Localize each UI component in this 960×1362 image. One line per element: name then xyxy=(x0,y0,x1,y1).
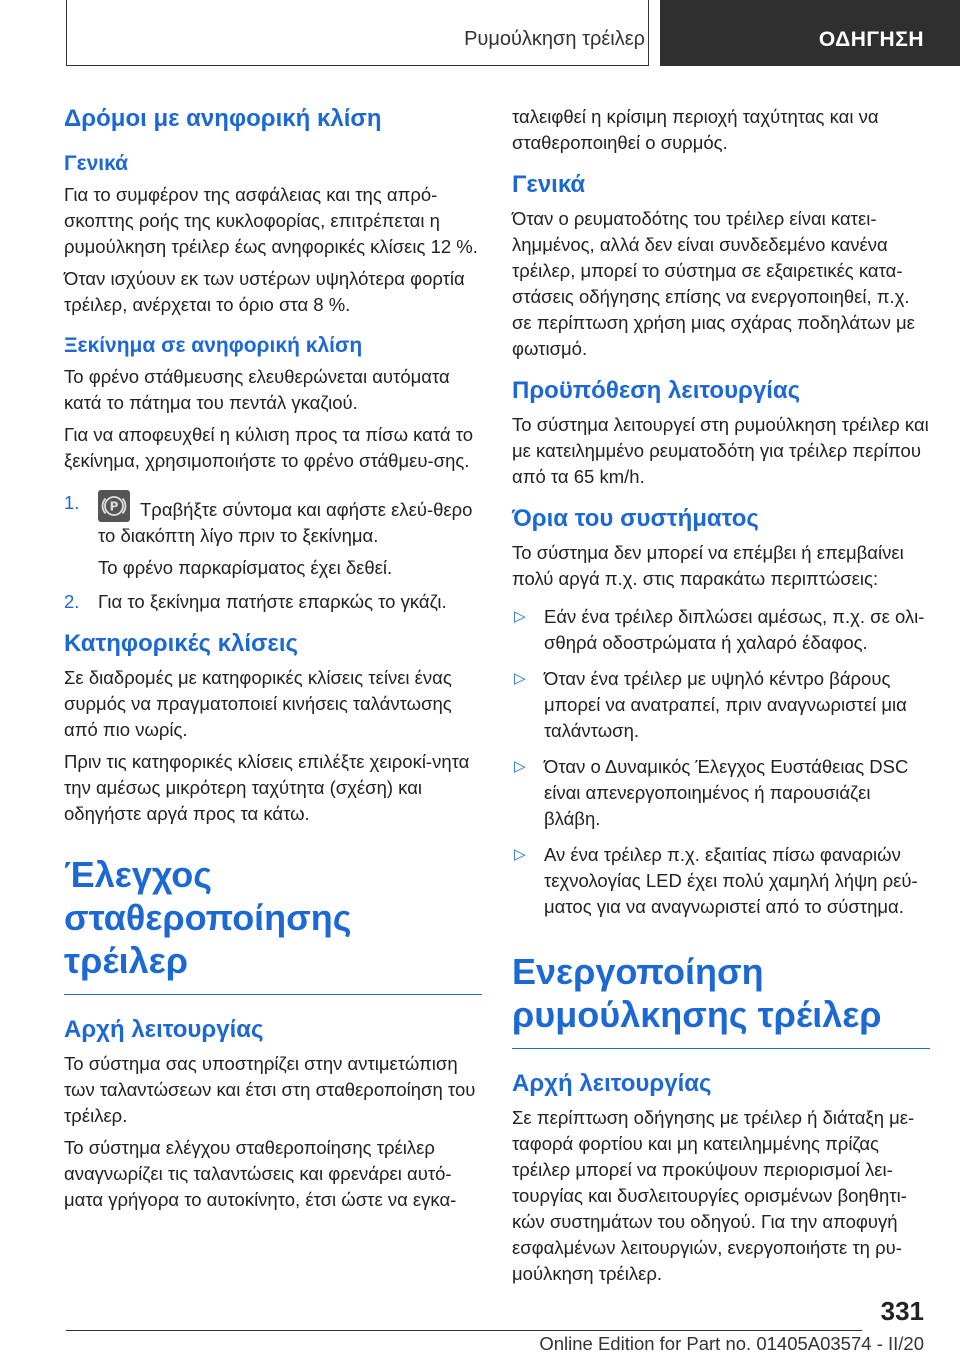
right-column xyxy=(512,104,930,1293)
activation-principle-heading: Αρχή λειτουργίας xyxy=(512,1070,712,1097)
activation-title: Ενεργοποίηση ρυμούλκησης τρέιλερ xyxy=(512,951,882,1035)
downhill-paragraph-2: Πριν τις κατηφορικές κλίσεις επιλέξτε χειροκί-νητα την αμέσως μικρότερη ταχύτητα (σχέση) και οδηγήστε αργά προς τα κάτω. xyxy=(64,751,470,824)
triangle-bullet-icon: ▷ xyxy=(514,758,526,775)
stabilization-paragraph-1: Το σύστημα σας υποστηρίζει στην αντιμετώπιση των ταλαντώσεων και έτσι στη σταθεροποίηση του τρέιλερ. xyxy=(64,1053,476,1126)
page-number: 331 xyxy=(880,1296,924,1326)
uphill-title: Δρόμοι με ανηφορική κλίση xyxy=(64,105,382,132)
start-paragraph-2: Για να αποφευχθεί η κύλιση προς τα πίσω κατά το ξεκίνημα, χρησιμοποιήστε το φρένο στάθμευ-σης. xyxy=(64,424,474,471)
svg-text:P: P xyxy=(109,499,119,514)
list-item: ▷ Όταν ένα τρέιλερ με υψηλό κέντρο βάρους μπορεί να ανατραπεί, πριν αναγνωριστεί μια ταλάντωση. xyxy=(512,666,930,744)
list-item: ▷ Όταν ο Δυναμικός Έλεγχος Ευστάθειας DSC είναι απενεργοποιημένος ή παρουσιάζει βλάβη. xyxy=(512,754,930,832)
section-divider xyxy=(512,1048,930,1049)
step-2-number: 2. xyxy=(64,591,80,612)
step-1 xyxy=(64,490,482,549)
limits-paragraph: Το σύστημα δεν μπορεί να επέμβει ή επεμβαίνει πολύ αργά π.χ. στις παρακάτω περιπτώσεις: xyxy=(512,542,904,589)
triangle-bullet-icon: ▷ xyxy=(514,670,526,687)
section-title: Ρυμούλκηση τρέιλερ xyxy=(464,28,645,50)
triangle-bullet-icon: ▷ xyxy=(514,608,526,625)
precondition-heading: Προϋπόθεση λειτουργίας xyxy=(512,377,801,404)
chapter-title: ΟΔΗΓΗΣΗ xyxy=(818,28,924,51)
general-paragraph-1: Για το συμφέρον της ασφάλειας και της απρό-σκοπτης ροής της κυκλοφορίας, επιτρέπεται η ρυμούλκηση τρέιλερ έως ανηφορικές κλίσεις 12 %. xyxy=(64,184,478,257)
section-divider xyxy=(64,994,482,995)
step-1-number: 1. xyxy=(64,492,80,513)
continued-paragraph: ταλειφθεί η κρίσιμη περιοχή ταχύτητας και να σταθεροποιηθεί ο συρμός. xyxy=(512,106,879,153)
downhill-heading: Κατηφορικές κλίσεις xyxy=(64,630,298,657)
edition-footer: Online Edition for Part no. 01405A03574 - II/20 xyxy=(539,1333,924,1354)
stabilization-principle-heading: Αρχή λειτουργίας xyxy=(64,1016,264,1043)
limits-list xyxy=(512,604,930,920)
list-item: ▷ Αν ένα τρέιλερ π.χ. εξαιτίας πίσω φαναριών τεχνολογίας LED έχει πολύ χαμηλή λήψη ρεύ-ματος για να αναγνωριστεί από το σύστημα. xyxy=(512,842,930,920)
list-item: ▷ Εάν ένα τρέιλερ διπλώσει αμέσως, π.χ. σε ολι-σθηρά οδοστρώματα ή χαλαρό έδαφος. xyxy=(512,604,930,656)
triangle-bullet-icon: ▷ xyxy=(514,846,526,863)
stabilization-title: Έλεγχος σταθεροποίησης τρέιλερ xyxy=(64,854,352,981)
steps-list xyxy=(64,490,482,615)
limits-heading: Όρια του συστήματος xyxy=(512,505,759,532)
general-heading: Γενικά xyxy=(64,152,129,175)
footer-divider xyxy=(66,1330,862,1331)
left-column xyxy=(64,104,482,1219)
start-paragraph-1: Το φρένο στάθμευσης ελευθερώνεται αυτόματα κατά το πάτημα του πεντάλ γκαζιού. xyxy=(64,366,450,413)
right-general-heading: Γενικά xyxy=(512,171,586,198)
parking-brake-icon xyxy=(98,490,130,522)
precondition-paragraph: Το σύστημα λειτουργεί στη ρυμούλκηση τρέιλερ και με κατειλημμένο ρευματοδότη για τρέιλερ περίπου από τα 65 km/h. xyxy=(512,414,929,487)
downhill-paragraph-1: Σε διαδρομές με κατηφορικές κλίσεις τείνει ένας συρμός να πραγματοποιεί κινήσεις ταλάντωσης από πιο νωρίς. xyxy=(64,667,452,740)
step-2-text: Για το ξεκίνημα πατήστε επαρκώς το γκάζι. xyxy=(98,591,447,612)
right-general-paragraph: Όταν ο ρευματοδότης του τρέιλερ είναι κατει-λημμένος, αλλά δεν είναι συνδεδεμένο κανένα τρέιλερ, μπορεί το σύστημα σε εξαιρετικές κατα-στάσεις οδήγησης επίσης να ενεργοποιηθεί, π.χ. σε περίπτωση χρήση μιας σχάρας ποδηλάτων με φωτισμό. xyxy=(512,208,915,359)
step-1-text: Τραβήξτε σύντομα και αφήστε ελεύ-θερο το διακόπτη λίγο πριν το ξεκίνημα. xyxy=(98,499,473,546)
stabilization-paragraph-2: Το σύστημα ελέγχου σταθεροποίησης τρέιλερ αναγνωρίζει τις ταλαντώσεις και φρενάρει αυτό-ματα γρήγορα το αυτοκίνητο, έτσι ώστε να εγκα- xyxy=(64,1137,457,1210)
start-heading: Ξεκίνημα σε ανηφορική κλίση xyxy=(64,334,363,357)
general-paragraph-2: Όταν ισχύουν εκ των υστέρων υψηλότερα φορτία τρέιλερ, ανέρχεται το όριο στα 8 %. xyxy=(64,268,465,315)
activation-paragraph: Σε περίπτωση οδήγησης με τρέιλερ ή διάταξη με-ταφορά φορτίου και μη κατειλημμένης πρίζας τρέιλερ μπορεί να προκύψουν περιορισμοί λει-τουργίας και δυσλειτουργίες ορισμένων βοηθητι-κών συστημάτων του οδηγού. Για την αποφυγή εσφαλμένων λειτουργιών, ενεργοποιήστε τη ρυ-μούλκηση τρέιλερ. xyxy=(512,1107,915,1284)
step-2 xyxy=(64,589,482,615)
step-1-note: Το φρένο παρκαρίσματος έχει δεθεί. xyxy=(98,557,393,578)
